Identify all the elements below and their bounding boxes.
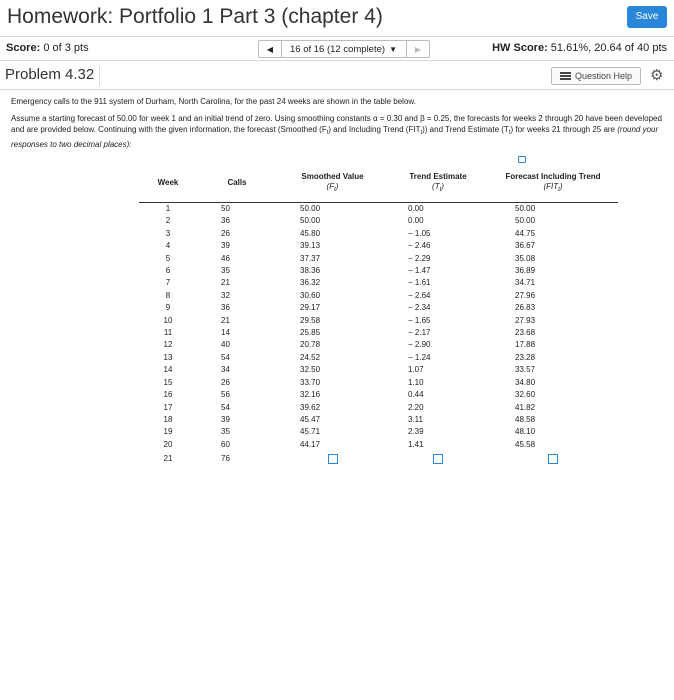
question-navigator — [258, 40, 430, 58]
table-cell: 50.00 — [300, 216, 321, 226]
table-cell: 2.20 — [408, 402, 424, 412]
column-header-forecast-trend: Forecast Including Trend (FITt) — [488, 164, 618, 203]
table-cell: 5 — [165, 253, 171, 263]
table-cell: 19 — [163, 427, 173, 437]
table-row — [139, 253, 618, 265]
table-cell: − 2.29 — [408, 253, 431, 263]
table-cell: 35 — [221, 427, 230, 437]
table-cell: 1.10 — [408, 377, 424, 387]
hw-score-value: 51.61%, 20.64 of 40 pts — [550, 42, 667, 54]
table-cell: 13 — [163, 352, 173, 362]
table-row — [139, 377, 618, 389]
question-select[interactable] — [282, 40, 406, 58]
trend-estimate-input[interactable] — [433, 454, 443, 464]
table-cell: 36.32 — [300, 278, 321, 288]
table-cell: − 1.65 — [408, 315, 431, 325]
table-cell: 11 — [163, 328, 173, 338]
table-cell: − 2.46 — [408, 241, 431, 251]
table-cell: 48.58 — [515, 414, 536, 424]
intro-text: Emergency calls to the 911 system of Durham, North Carolina, for the past 24 weeks are shown in the table below. — [11, 97, 416, 106]
table-cell: 20 — [163, 439, 173, 449]
chevron-down-icon: ▼ — [389, 44, 397, 54]
table-row — [139, 302, 618, 314]
table-cell: 29.58 — [300, 315, 321, 325]
table-cell: 32.16 — [300, 390, 321, 400]
table-cell: 20.78 — [300, 340, 321, 350]
question-help-label: Question Help — [574, 71, 633, 81]
table-cell: 50.00 — [515, 204, 536, 213]
table-cell: 2.39 — [408, 427, 424, 437]
table-row — [139, 228, 618, 240]
table-row — [139, 290, 618, 302]
table-cell: − 2.64 — [408, 290, 431, 300]
table-cell: 39.13 — [300, 241, 321, 251]
table-row — [139, 339, 618, 351]
forecast-table — [139, 164, 618, 468]
table-cell: 50 — [221, 204, 230, 213]
column-header-week: Week — [139, 164, 197, 203]
table-cell: 14 — [163, 365, 173, 375]
table-cell: 1.41 — [408, 439, 424, 449]
table-header-row — [139, 164, 618, 203]
copy-table-icon[interactable] — [518, 156, 526, 163]
table-cell: 23.28 — [515, 352, 536, 362]
table-cell: 45.80 — [300, 228, 321, 238]
table-cell: 23.68 — [515, 328, 536, 338]
table-row — [139, 327, 618, 339]
table-cell: 38.36 — [300, 266, 321, 276]
table-cell: 25.85 — [300, 328, 321, 338]
table-row — [139, 203, 618, 216]
table-cell: − 1.61 — [408, 278, 431, 288]
table-cell: 34.80 — [515, 377, 536, 387]
table-cell: 32 — [221, 290, 230, 300]
table-cell: 35.08 — [515, 253, 536, 263]
table-cell: 35 — [221, 266, 230, 276]
table-cell: 26 — [221, 228, 230, 238]
score-bar — [0, 37, 674, 59]
table-cell: 7 — [165, 278, 171, 288]
table-cell: 60 — [221, 439, 230, 449]
table-cell: 30.60 — [300, 290, 321, 300]
table-cell: 56 — [221, 390, 230, 400]
table-cell: 24.52 — [300, 352, 321, 362]
table-cell: 34 — [221, 365, 230, 375]
table-cell: 16 — [163, 390, 173, 400]
table-cell: 34.71 — [515, 278, 536, 288]
table-cell: 0.00 — [408, 216, 424, 226]
table-cell: 32.50 — [300, 365, 321, 375]
table-cell: − 1.05 — [408, 228, 431, 238]
table-cell: 1 — [165, 204, 171, 213]
table-cell: 4 — [165, 241, 171, 251]
table-cell: 17.88 — [515, 340, 536, 350]
page-title: Homework: Portfolio 1 Part 3 (chapter 4) — [7, 5, 383, 28]
table-row — [139, 240, 618, 252]
score-label: Score: — [6, 42, 41, 54]
table-cell: 36 — [221, 303, 230, 313]
table-cell: 3 — [165, 228, 171, 238]
table-cell: − 1.24 — [408, 352, 431, 362]
table-cell: 1.07 — [408, 365, 424, 375]
table-cell: 44.75 — [515, 228, 536, 238]
table-cell: 12 — [163, 340, 173, 350]
table-cell: 45.47 — [300, 414, 321, 424]
column-header-smoothed: Smoothed Value (Ft) — [277, 164, 388, 203]
table-row — [139, 402, 618, 414]
table-row — [139, 439, 618, 451]
table-cell: 45.58 — [515, 439, 536, 449]
table-cell: 15 — [163, 377, 173, 387]
table-cell: 54 — [221, 402, 230, 412]
table-row — [139, 277, 618, 289]
table-row — [139, 215, 618, 227]
table-cell: 9 — [165, 303, 171, 313]
save-button[interactable]: Save — [627, 6, 667, 28]
question-help-button[interactable] — [551, 67, 641, 85]
table-cell: 40 — [221, 340, 230, 350]
table-cell: 17 — [163, 402, 173, 412]
table-cell: 26 — [221, 377, 230, 387]
table-cell: 18 — [163, 414, 173, 424]
table-row — [139, 315, 618, 327]
hw-score-label: HW Score: — [492, 42, 548, 54]
score-text — [6, 42, 89, 54]
question-select-label: 16 of 16 (12 complete) — [290, 43, 386, 55]
column-header-trend: Trend Estimate (Tt) — [388, 164, 488, 203]
smoothed-value-input[interactable] — [328, 454, 338, 464]
table-row — [139, 426, 618, 438]
table-cell: 36 — [221, 216, 230, 226]
forecast-including-trend-input[interactable] — [548, 454, 558, 464]
table-cell: 29.17 — [300, 303, 321, 313]
table-cell: 2 — [165, 216, 171, 226]
table-cell: 0.00 — [408, 204, 424, 213]
list-icon — [560, 72, 571, 80]
table-row — [139, 414, 618, 426]
table-cell: 36.67 — [515, 241, 536, 251]
table-cell: − 2.90 — [408, 340, 431, 350]
score-value: 0 of 3 pts — [43, 42, 89, 54]
table-cell: 8 — [165, 290, 171, 300]
hw-score — [492, 42, 667, 54]
table-cell: 33.70 — [300, 377, 321, 387]
table-cell: 54 — [221, 352, 230, 362]
problem-bar — [0, 60, 674, 90]
table-row-input — [139, 451, 618, 468]
top-bar — [0, 0, 674, 37]
table-cell: − 2.17 — [408, 328, 431, 338]
column-header-calls: Calls — [197, 164, 277, 203]
table-cell: 14 — [221, 328, 230, 338]
table-cell: 50.00 — [515, 216, 536, 226]
table-cell: 39 — [221, 241, 230, 251]
problem-title: Problem 4.32 — [5, 66, 100, 86]
table-cell: 10 — [163, 315, 173, 325]
table-cell: 21 — [221, 278, 230, 288]
table-cell: 36.89 — [515, 266, 536, 276]
week-21-label: 21 — [163, 454, 173, 464]
table-cell: 33.57 — [515, 365, 536, 375]
table-cell: 37.37 — [300, 253, 321, 263]
table-row — [139, 389, 618, 401]
table-cell: − 1.47 — [408, 266, 431, 276]
table-cell: 39 — [221, 414, 230, 424]
table-row — [139, 364, 618, 376]
previous-question-button[interactable]: ◀ — [258, 40, 282, 58]
instruction-text: Assume a starting forecast of 50.00 for week 1 and an initial trend of zero. Using smoothing constants α = 0.30 and β = 0.25, the forecasts for weeks 2 through 20 have been developed and are provided below. Continuing with the given information, the forecast (Smoothed $(F_t)$ and Including Trend $(FIT_t)$) and Trend Estimate $(T_t)$ for weeks 21 through 25 are (round your responses to two decimal places): — [11, 114, 662, 149]
table-row — [139, 265, 618, 277]
table-cell: 3.11 — [408, 414, 423, 424]
week-21-calls: 76 — [221, 454, 230, 464]
table-cell: − 2.34 — [408, 303, 431, 313]
table-cell: 0.44 — [408, 390, 424, 400]
table-cell: 39.62 — [300, 402, 321, 412]
table-cell: 32.60 — [515, 390, 536, 400]
table-cell: 21 — [221, 315, 230, 325]
table-cell: 45.71 — [300, 427, 321, 437]
table-cell: 26.83 — [515, 303, 536, 313]
gear-icon[interactable]: ⚙ — [650, 67, 664, 84]
table-cell: 27.96 — [515, 290, 536, 300]
table-cell: 6 — [165, 266, 171, 276]
table-cell: 50.00 — [300, 204, 321, 213]
table-cell: 44.17 — [300, 439, 321, 449]
next-question-button[interactable]: ▶ — [406, 40, 430, 58]
problem-content — [11, 96, 663, 156]
table-row — [139, 352, 618, 364]
table-cell: 46 — [221, 253, 230, 263]
table-cell: 41.82 — [515, 402, 536, 412]
table-cell: 27.93 — [515, 315, 536, 325]
table-cell: 48.10 — [515, 427, 536, 437]
